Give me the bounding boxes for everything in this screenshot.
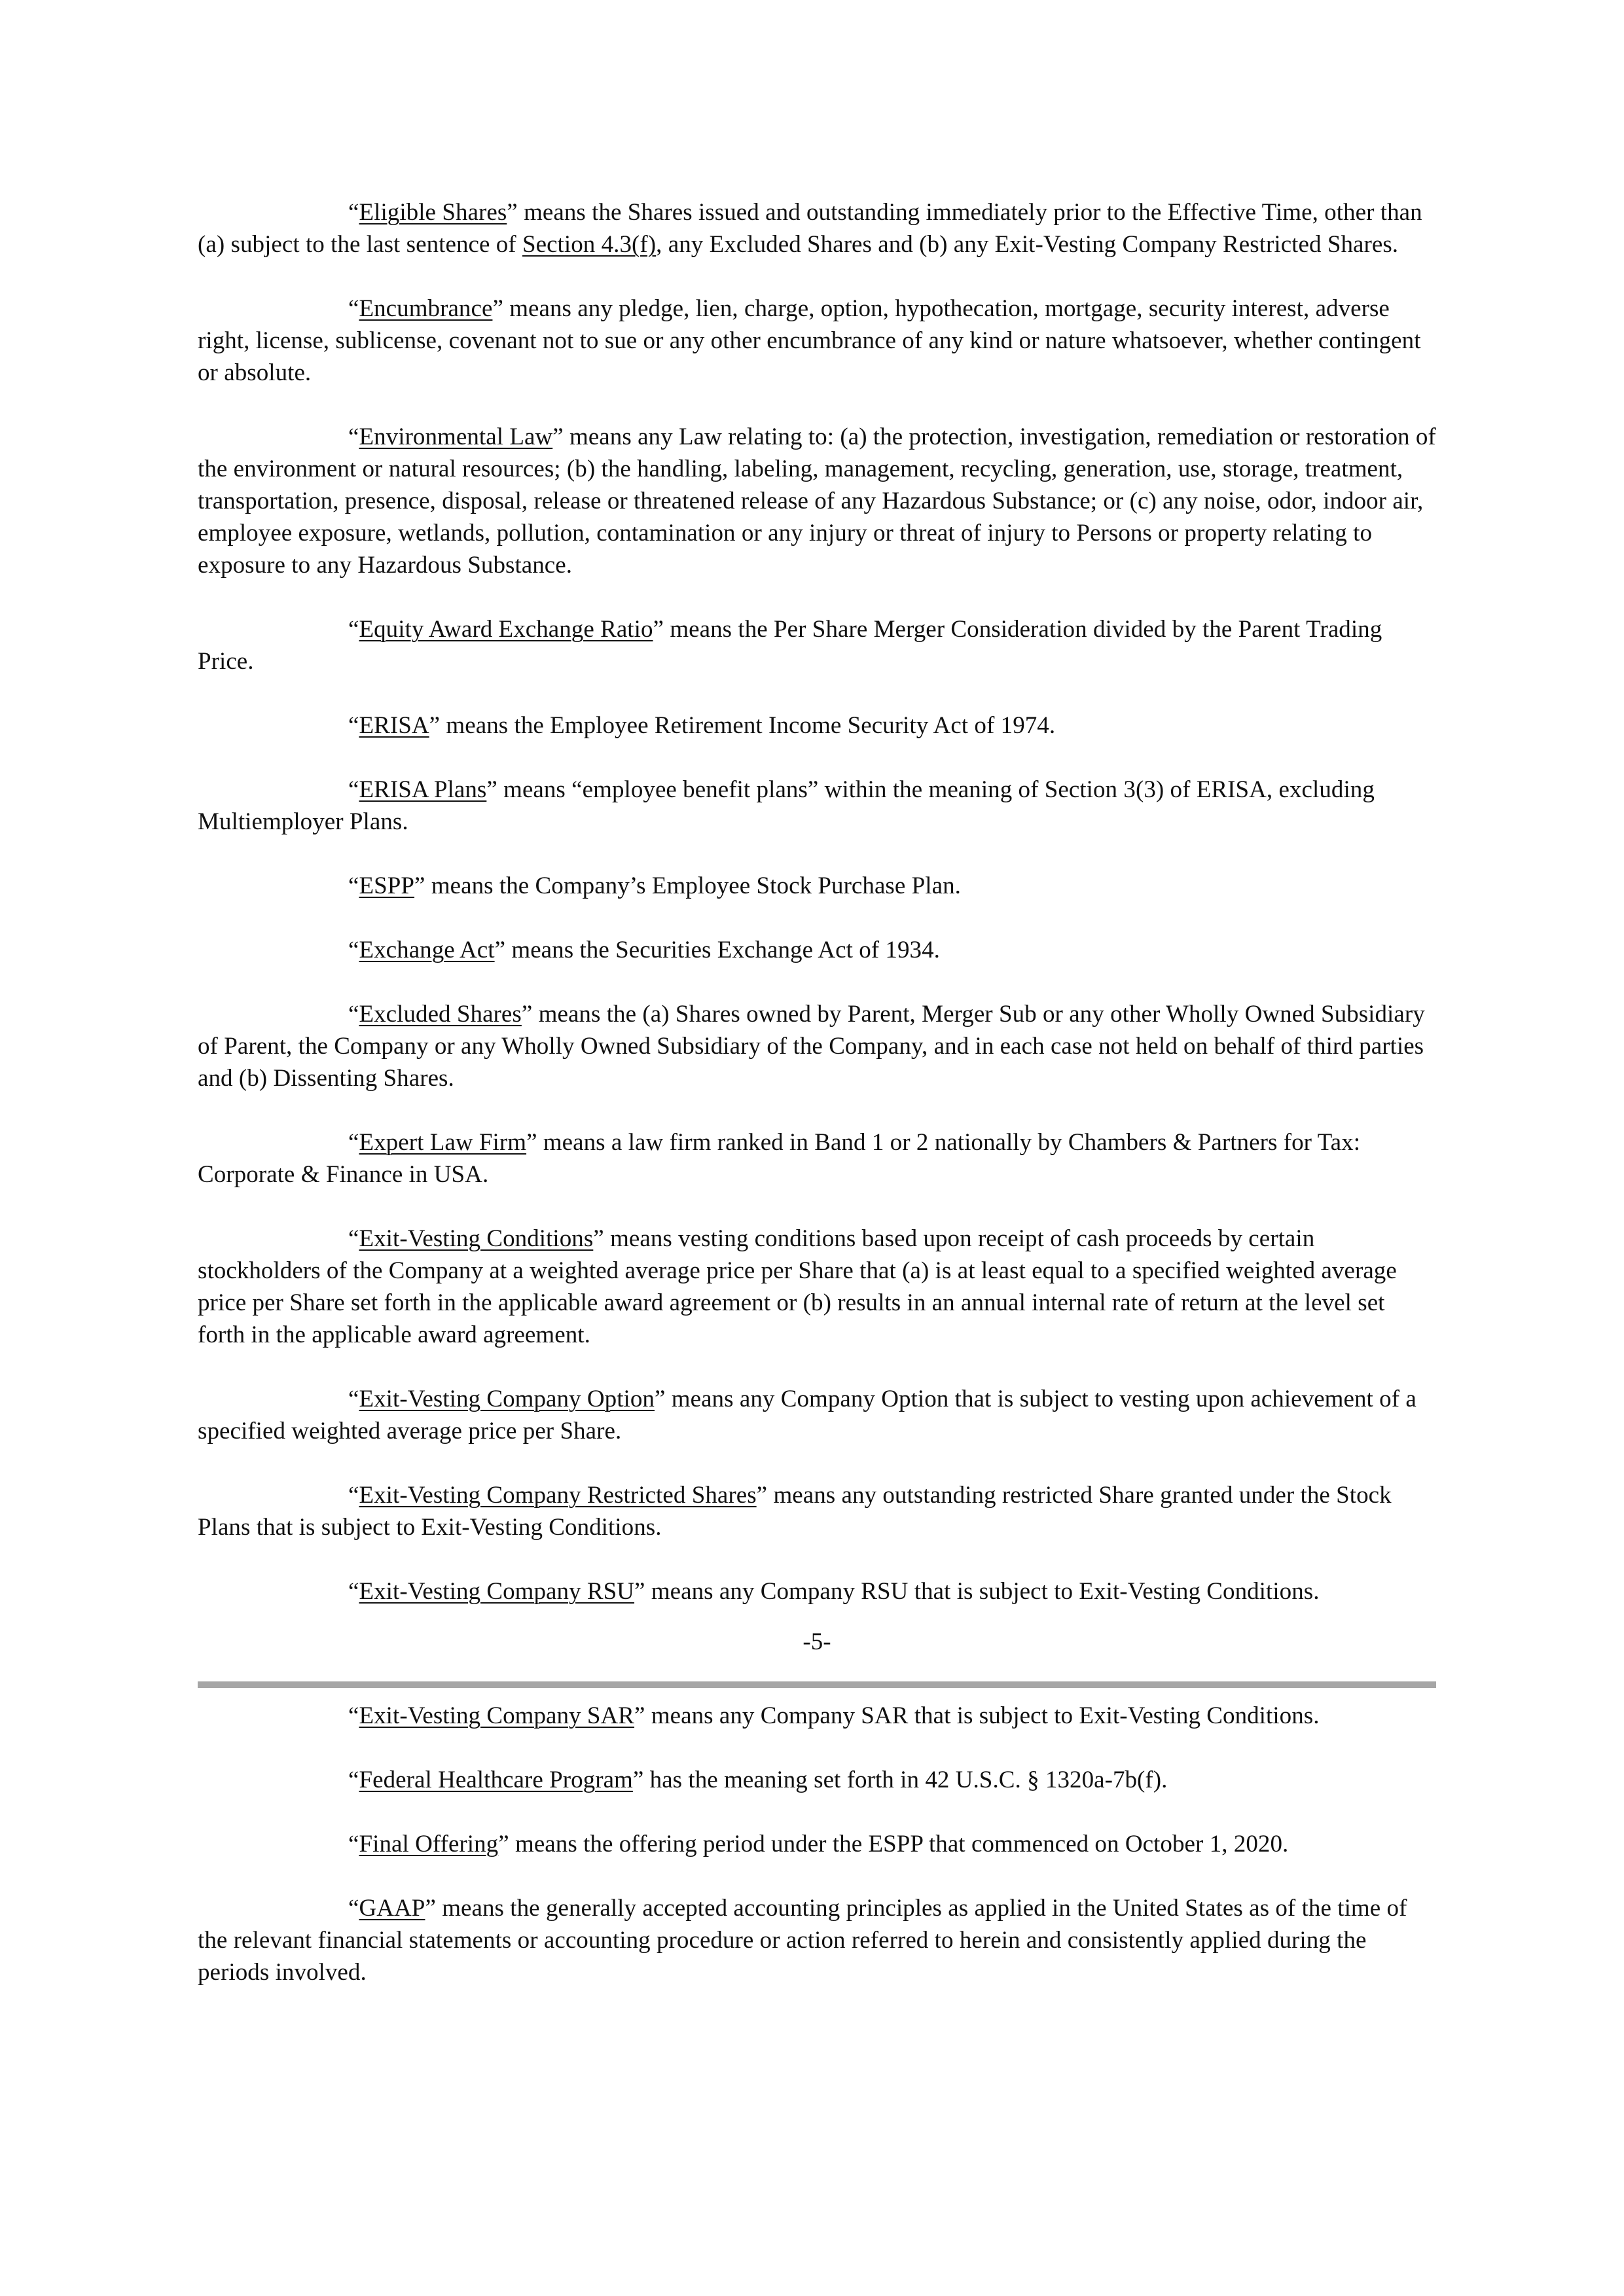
definition-text: means any Company Option that is subject to vesting upon achievement of a specified weighted average price per Share.	[198, 1386, 1416, 1444]
defined-term: Environmental Law	[359, 423, 553, 450]
defined-term: Expert Law Firm	[359, 1129, 527, 1156]
defined-term: Excluded Shares	[359, 1001, 522, 1028]
defined-term: Eligible Shares	[359, 199, 507, 226]
defined-term: ERISA	[359, 712, 429, 739]
defined-term: Federal Healthcare Program	[359, 1767, 633, 1793]
definition-text: means the Shares issued and outstanding immediately prior to the Effective Time, other than (a) subject to the last sentence of	[198, 199, 1422, 258]
defined-term: Exchange Act	[359, 937, 495, 963]
definition-text: means any outstanding restricted Share granted under the Stock Plans that is subject to Exit-Vesting Conditions.	[198, 1482, 1392, 1541]
definition-exit-vesting-company-rsu: “Exit-Vesting Company RSU” means any Company RSU that is subject to Exit-Vesting Conditions.	[348, 1578, 1320, 1605]
definition-exit-vesting-company-sar: “Exit-Vesting Company SAR” means any Company SAR that is subject to Exit-Vesting Conditions.	[348, 1702, 1320, 1729]
definition-exchange-act: “Exchange Act” means the Securities Exchange Act of 1934.	[348, 937, 940, 963]
definition-final-offering: “Final Offering” means the offering period under the ESPP that commenced on October 1, 2020.	[348, 1831, 1289, 1857]
defined-term: Exit-Vesting Company Option	[359, 1386, 655, 1412]
definition-text: means vesting conditions based upon receipt of cash proceeds by certain stockholders of the Company at a weighted average price per Share that (a) is at least equal to a specified weighted average price per Share set forth in the applicable award agreement or (b) results in an annual internal rate of return at the level set forth in the applicable award agreement.	[198, 1225, 1397, 1348]
definition-text: , any Excluded Shares and (b) any Exit-Vesting Company Restricted Shares.	[656, 231, 1399, 258]
definition-erisa: “ERISA” means the Employee Retirement Income Security Act of 1974.	[348, 712, 1056, 739]
definition-environmental-law: “Environmental Law” means any Law relating to: (a) the protection, investigation, remediation or restoration of the environment or natural resources; (b) the handling, labeling, management, recycling, generation, use, storage, treatment, transportation, presence, disposal, release or threatened release of any Hazardous Substance; or (c) any noise, odor, indoor air, employee exposure, wetlands, pollution, contamination or any injury or threat of injury to Persons or property relating to exposure to any Hazardous Substance.	[198, 423, 1436, 579]
definition-text: means a law firm ranked in Band 1 or 2 nationally by Chambers & Partners for Tax: Corporate & Finance in USA.	[198, 1129, 1361, 1188]
definition-federal-healthcare-program: “Federal Healthcare Program” has the meaning set forth in 42 U.S.C. § 1320a-7b(f).	[348, 1767, 1168, 1793]
definition-eligible-shares: “Eligible Shares” means the Shares issued and outstanding immediately prior to the Effective Time, other than (a) subject to the last sentence of Section 4.3(f), any Excluded Shares and (b) any Exit-Vesting Company Restricted Shares.	[198, 199, 1422, 258]
defined-term: Equity Award Exchange Ratio	[359, 616, 653, 643]
definition-text: means “employee benefit plans” within the meaning of Section 3(3) of ERISA, excluding Multiemployer Plans.	[198, 776, 1375, 835]
definition-text: means the Securities Exchange Act of 1934.	[505, 937, 940, 963]
definition-equity-award-exchange-ratio: “Equity Award Exchange Ratio” means the Per Share Merger Consideration divided by the Parent Trading Price.	[198, 616, 1382, 675]
definition-exit-vesting-conditions: “Exit-Vesting Conditions” means vesting conditions based upon receipt of cash proceeds by certain stockholders of the Company at a weighted average price per Share that (a) is at least equal to a specified weighted average price per Share set forth in the applicable award agreement or (b) results in an annual internal rate of return at the level set forth in the applicable award agreement.	[198, 1225, 1397, 1348]
defined-term: ESPP	[359, 872, 415, 899]
definition-text: means the (a) Shares owned by Parent, Merger Sub or any other Wholly Owned Subsidiary of Parent, the Company or any Wholly Owned Subsidiary of the Company, and in each case not held on behalf of third parties and (b) Dissenting Shares.	[198, 1001, 1425, 1092]
definition-text: means the Per Share Merger Consideration divided by the Parent Trading Price.	[198, 616, 1382, 675]
definition-excluded-shares: “Excluded Shares” means the (a) Shares owned by Parent, Merger Sub or any other Wholly Owned Subsidiary of Parent, the Company or any Wholly Owned Subsidiary of the Company, and in each case not held on behalf of third parties and (b) Dissenting Shares.	[198, 1001, 1425, 1092]
page-number: -5-	[803, 1628, 831, 1655]
definition-text: means the Company’s Employee Stock Purchase Plan.	[425, 872, 961, 899]
page-break-divider	[198, 1681, 1436, 1688]
definition-text: has the meaning set forth in 42 U.S.C. § 1320a-7b(f).	[643, 1767, 1168, 1793]
definition-erisa-plans: “ERISA Plans” means “employee benefit plans” within the meaning of Section 3(3) of ERISA, excluding Multiemployer Plans.	[198, 776, 1375, 835]
definition-text: means the generally accepted accounting principles as applied in the United States as of the time of the relevant financial statements or accounting procedure or action referred to herein and consistently applied during the periods involved.	[198, 1895, 1407, 1986]
definition-text: means any Company RSU that is subject to Exit-Vesting Conditions.	[645, 1578, 1320, 1605]
defined-term: Exit-Vesting Company Restricted Shares	[359, 1482, 757, 1509]
definition-gaap: “GAAP” means the generally accepted accounting principles as applied in the United States as of the time of the relevant financial statements or accounting procedure or action referred to herein and consistently applied during the periods involved.	[198, 1895, 1407, 1986]
definition-encumbrance: “Encumbrance” means any pledge, lien, charge, option, hypothecation, mortgage, security interest, adverse right, license, sublicense, covenant not to sue or any other encumbrance of any kind or nature whatsoever, whether contingent or absolute.	[198, 295, 1421, 386]
definition-text: means the offering period under the ESPP that commenced on October 1, 2020.	[509, 1831, 1289, 1857]
definition-exit-vesting-company-restricted-shares: “Exit-Vesting Company Restricted Shares” means any outstanding restricted Share granted under the Stock Plans that is subject to Exit-Vesting Conditions.	[198, 1482, 1392, 1541]
defined-term: Exit-Vesting Company RSU	[359, 1578, 635, 1605]
definition-espp: “ESPP” means the Company’s Employee Stock Purchase Plan.	[348, 872, 961, 899]
definition-exit-vesting-company-option: “Exit-Vesting Company Option” means any Company Option that is subject to vesting upon achievement of a specified weighted average price per Share.	[198, 1386, 1416, 1444]
defined-term: Final Offering	[359, 1831, 499, 1857]
document-body	[198, 196, 1436, 2020]
definition-expert-law-firm: “Expert Law Firm” means a law firm ranked in Band 1 or 2 nationally by Chambers & Partners for Tax: Corporate & Finance in USA.	[198, 1129, 1361, 1188]
defined-term: Encumbrance	[359, 295, 493, 322]
defined-term: ERISA Plans	[359, 776, 487, 803]
definition-text: means any Law relating to: (a) the protection, investigation, remediation or restoration of the environment or natural resources; (b) the handling, labeling, management, recycling, generation, use, storage, treatment, transportation, presence, disposal, release or threatened release of any Hazardous Substance; or (c) any noise, odor, indoor air, employee exposure, wetlands, pollution, contamination or any injury or threat of injury to Persons or property relating to exposure to any Hazardous Substance.	[198, 423, 1436, 579]
defined-term: Exit-Vesting Company SAR	[359, 1702, 635, 1729]
definition-text: means any pledge, lien, charge, option, hypothecation, mortgage, security interest, adverse right, license, sublicense, covenant not to sue or any other encumbrance of any kind or nature whatsoever, whether contingent or absolute.	[198, 295, 1421, 386]
section-reference-link[interactable]: Section 4.3(f)	[522, 231, 657, 258]
definition-text: means the Employee Retirement Income Security Act of 1974.	[440, 712, 1056, 739]
defined-term: GAAP	[359, 1895, 425, 1922]
definition-text: means any Company SAR that is subject to Exit-Vesting Conditions.	[645, 1702, 1320, 1729]
defined-term: Exit-Vesting Conditions	[359, 1225, 594, 1252]
